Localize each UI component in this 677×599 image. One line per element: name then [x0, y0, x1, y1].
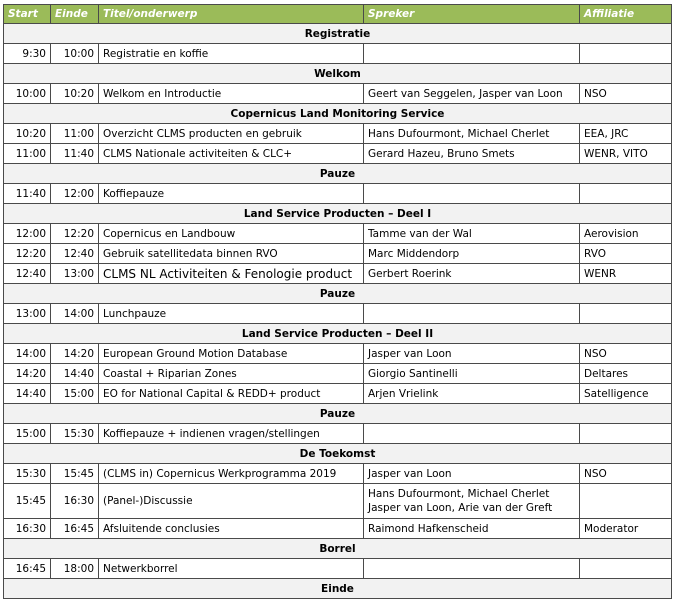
session-speaker: [364, 559, 580, 579]
start-time: 11:00: [4, 144, 51, 164]
section-title: De Toekomst: [4, 444, 672, 464]
session-affiliation: [580, 304, 672, 324]
session-affiliation: Deltares: [580, 364, 672, 384]
section-title: Pauze: [4, 404, 672, 424]
header-row: [4, 5, 672, 24]
section-title: Registratie: [4, 24, 672, 44]
session-row: [4, 184, 672, 204]
start-time: 16:45: [4, 559, 51, 579]
session-title: Registratie en koffie: [99, 44, 364, 64]
session-affiliation: WENR, VITO: [580, 144, 672, 164]
section-title: Welkom: [4, 64, 672, 84]
session-title: Gebruik satellitedata binnen RVO: [99, 244, 364, 264]
end-time: 10:00: [51, 44, 99, 64]
session-speaker: Hans Dufourmont, Michael Cherlet: [364, 124, 580, 144]
session-speaker: [364, 424, 580, 444]
session-row: [4, 384, 672, 404]
session-title: Copernicus en Landbouw: [99, 224, 364, 244]
session-title: Koffiepauze + indienen vragen/stellingen: [99, 424, 364, 444]
start-time: 14:00: [4, 344, 51, 364]
section-row: [4, 579, 672, 599]
section-title: Land Service Producten – Deel II: [4, 324, 672, 344]
section-row: [4, 24, 672, 44]
end-time: 18:00: [51, 559, 99, 579]
session-affiliation: Moderator: [580, 519, 672, 539]
start-time: 9:30: [4, 44, 51, 64]
section-row: [4, 64, 672, 84]
section-row: [4, 324, 672, 344]
session-title: Welkom en Introductie: [99, 84, 364, 104]
end-time: 14:00: [51, 304, 99, 324]
session-row: [4, 484, 672, 519]
speaker-line: Hans Dufourmont, Michael Cherlet: [368, 488, 550, 500]
session-affiliation: EEA, JRC: [580, 124, 672, 144]
session-title: Afsluitende conclusies: [99, 519, 364, 539]
header-start: Start: [4, 5, 51, 24]
session-row: [4, 244, 672, 264]
session-row: [4, 424, 672, 444]
session-row: [4, 144, 672, 164]
header-spreker: Spreker: [364, 5, 580, 24]
start-time: 16:30: [4, 519, 51, 539]
session-affiliation: Aerovision: [580, 224, 672, 244]
start-time: 10:20: [4, 124, 51, 144]
session-affiliation: NSO: [580, 84, 672, 104]
section-title: Borrel: [4, 539, 672, 559]
end-time: 12:00: [51, 184, 99, 204]
session-affiliation: [580, 44, 672, 64]
section-row: [4, 284, 672, 304]
start-time: 15:00: [4, 424, 51, 444]
session-row: [4, 519, 672, 539]
session-row: [4, 224, 672, 244]
start-time: 14:40: [4, 384, 51, 404]
session-title: Koffiepauze: [99, 184, 364, 204]
session-speaker: Gerard Hazeu, Bruno Smets: [364, 144, 580, 164]
session-title: (CLMS in) Copernicus Werkprogramma 2019: [99, 464, 364, 484]
end-time: 13:00: [51, 264, 99, 284]
end-time: 15:30: [51, 424, 99, 444]
end-time: 16:45: [51, 519, 99, 539]
section-row: [4, 164, 672, 184]
session-affiliation: [580, 484, 672, 519]
end-time: 11:00: [51, 124, 99, 144]
session-speaker: Raimond Hafkenscheid: [364, 519, 580, 539]
section-title: Pauze: [4, 284, 672, 304]
session-speaker: Gerbert Roerink: [364, 264, 580, 284]
end-time: 11:40: [51, 144, 99, 164]
start-time: 15:30: [4, 464, 51, 484]
section-title: Copernicus Land Monitoring Service: [4, 104, 672, 124]
session-affiliation: NSO: [580, 344, 672, 364]
session-affiliation: Satelligence: [580, 384, 672, 404]
session-speaker: Marc Middendorp: [364, 244, 580, 264]
session-affiliation: [580, 559, 672, 579]
session-speaker: [364, 484, 580, 519]
agenda-table: [3, 4, 672, 599]
start-time: 14:20: [4, 364, 51, 384]
session-title: EO for National Capital & REDD+ product: [99, 384, 364, 404]
end-time: 15:00: [51, 384, 99, 404]
session-speaker: [364, 304, 580, 324]
start-time: 12:00: [4, 224, 51, 244]
session-row: [4, 559, 672, 579]
end-time: 12:40: [51, 244, 99, 264]
session-affiliation: [580, 424, 672, 444]
end-time: 15:45: [51, 464, 99, 484]
section-row: [4, 404, 672, 424]
session-affiliation: RVO: [580, 244, 672, 264]
session-row: [4, 344, 672, 364]
session-affiliation: NSO: [580, 464, 672, 484]
session-speaker: [364, 44, 580, 64]
session-title: Overzicht CLMS producten en gebruik: [99, 124, 364, 144]
session-row: [4, 264, 672, 284]
session-speaker: [364, 184, 580, 204]
end-time: 14:40: [51, 364, 99, 384]
session-row: [4, 364, 672, 384]
session-affiliation: [580, 184, 672, 204]
session-row: [4, 464, 672, 484]
session-row: [4, 44, 672, 64]
session-title: Coastal + Riparian Zones: [99, 364, 364, 384]
end-time: 16:30: [51, 484, 99, 519]
session-speaker: Tamme van der Wal: [364, 224, 580, 244]
section-row: [4, 444, 672, 464]
end-time: 14:20: [51, 344, 99, 364]
start-time: 10:00: [4, 84, 51, 104]
agenda-body: [4, 24, 672, 599]
section-row: [4, 539, 672, 559]
session-title: CLMS Nationale activiteiten & CLC+: [99, 144, 364, 164]
section-title: Land Service Producten – Deel I: [4, 204, 672, 224]
end-time: 10:20: [51, 84, 99, 104]
start-time: 13:00: [4, 304, 51, 324]
session-title: Netwerkborrel: [99, 559, 364, 579]
section-title: Pauze: [4, 164, 672, 184]
session-affiliation: WENR: [580, 264, 672, 284]
header-einde: Einde: [51, 5, 99, 24]
end-time: 12:20: [51, 224, 99, 244]
speaker-line: Jasper van Loon, Arie van der Greft: [368, 502, 553, 514]
start-time: 12:40: [4, 264, 51, 284]
session-speaker: Jasper van Loon: [364, 344, 580, 364]
session-title: European Ground Motion Database: [99, 344, 364, 364]
start-time: 12:20: [4, 244, 51, 264]
session-title: CLMS NL Activiteiten & Fenologie product: [99, 264, 364, 284]
section-title: Einde: [4, 579, 672, 599]
session-row: [4, 304, 672, 324]
section-row: [4, 104, 672, 124]
section-row: [4, 204, 672, 224]
session-title: Lunchpauze: [99, 304, 364, 324]
session-title: (Panel-)Discussie: [99, 484, 364, 519]
start-time: 15:45: [4, 484, 51, 519]
session-row: [4, 84, 672, 104]
session-speaker: Jasper van Loon: [364, 464, 580, 484]
session-row: [4, 124, 672, 144]
session-speaker: Arjen Vrielink: [364, 384, 580, 404]
header-affiliatie: Affiliatie: [580, 5, 672, 24]
start-time: 11:40: [4, 184, 51, 204]
session-speaker: Geert van Seggelen, Jasper van Loon: [364, 84, 580, 104]
header-titel: Titel/onderwerp: [99, 5, 364, 24]
session-speaker: Giorgio Santinelli: [364, 364, 580, 384]
